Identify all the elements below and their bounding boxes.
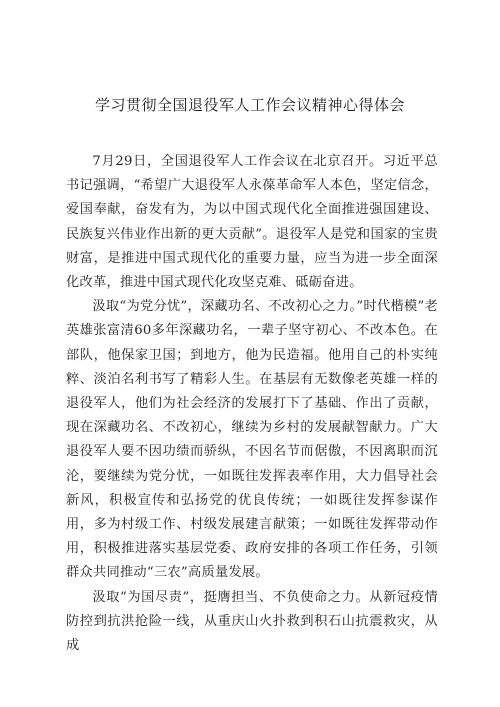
- paragraph-3: 汲取“为国尽责”，挺膺担当、不负使命之力。从新冠疫情防控到抗洪抢险一线，从重庆山火扑救到积石山抗震救灾，从成: [66, 589, 438, 654]
- document-title: 学习贯彻全国退役军人工作会议精神心得体会: [94, 96, 405, 114]
- document-body: [66, 150, 438, 658]
- paragraph-2: 汲取“为党分忧”，深藏功名、不改初心之力。”时代楷模”老英雄张富清60多年深藏功名，一辈子坚守初心、不改本色。在部队，他保家卫国；到地方，他为民造福。他用自己的朴实纯粹、淡泊名利书写了精彩人生。在基层有无数像老英雄一样的退役军人，他们为社会经济的发展打下了基础、作出了贡献，现在深藏功名、不改初心，继续为乡村的发展献智献力。广大退役军人要不因功绩而骄纵，不因名节而倨傲，不因离职而沉沦，要继续为党分忧，一如既往发挥表率作用，大力倡导社会新风，积极宣传和弘扬党的优良传统；一如既往发挥参谋作用，多为村级工作、村级发展建言献策；一如既往发挥带动作用，积极推进落实基层党委、政府安排的各项工作任务，引领群众共同推动“三农”高质量发展。: [66, 299, 438, 581]
- paragraph-1: 7月29日，全国退役军人工作会议在北京召开。习近平总书记强调，“希望广大退役军人永葆革命军人本色，坚定信念，爱国奉献，奋发有为，为以中国式现代化全面推进强国建设、民族复兴伟业作出新的更大贡献”。退役军人是党和国家的宝贵财富，是推进中国式现代化的重要力量，应当为进一步全面深化改革，推进中国式现代化攻坚克难、砥砺奋进。: [66, 154, 438, 291]
